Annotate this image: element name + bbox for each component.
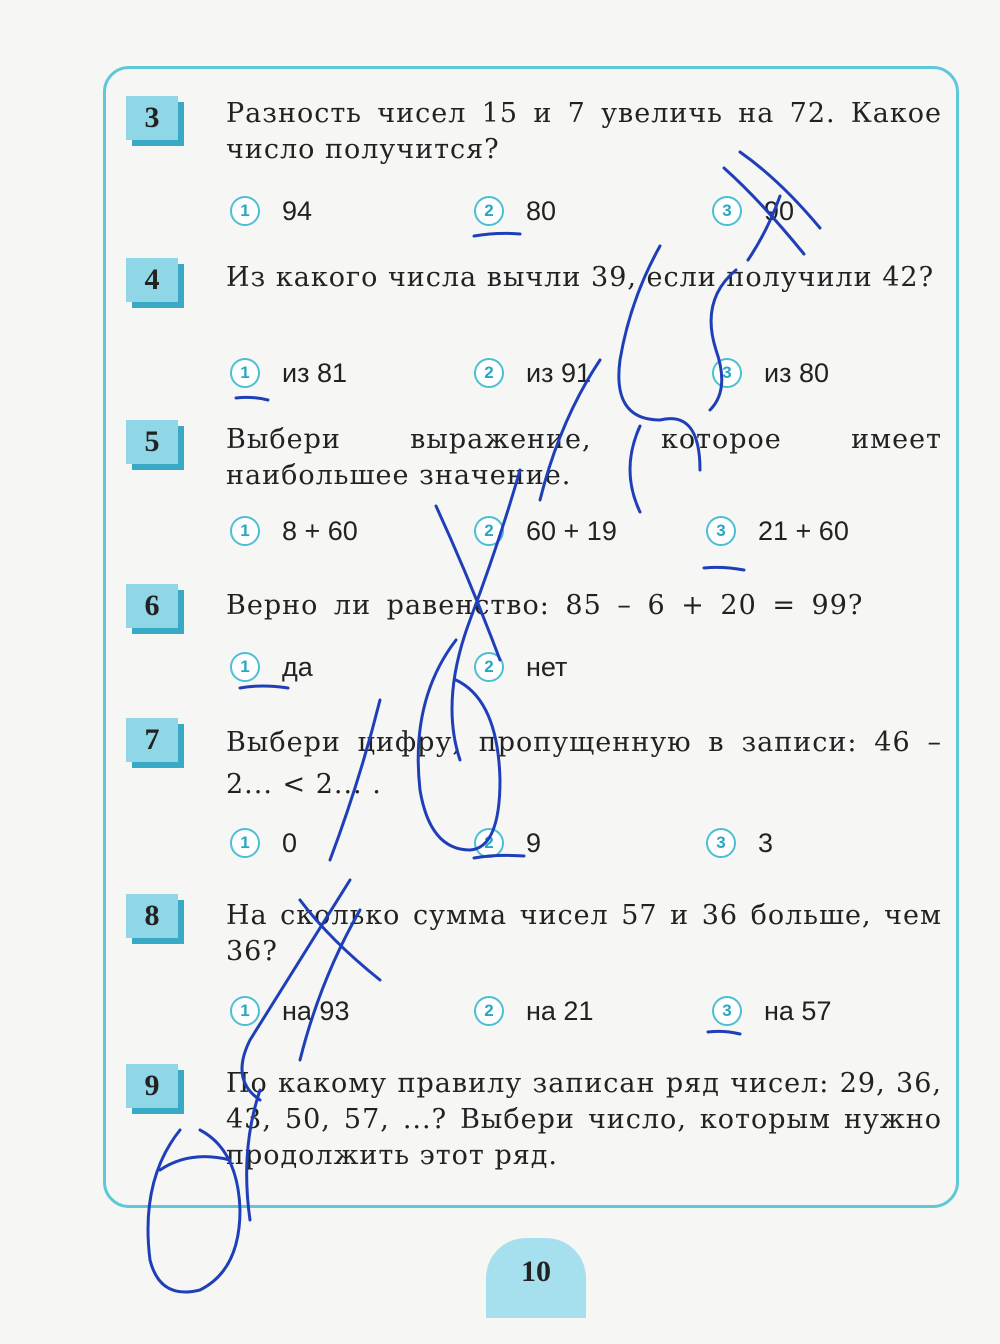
question-number: 8 <box>126 894 178 938</box>
option-text: из 81 <box>282 357 347 388</box>
option-number-icon: 1 <box>230 358 260 388</box>
option-number-icon: 3 <box>712 996 742 1026</box>
question-number: 5 <box>126 420 178 464</box>
question-text: Разность чисел 15 и 7 увеличь на 72. Какое число получится? <box>226 98 942 165</box>
option-number-icon: 2 <box>474 828 504 858</box>
question-text: Выбери цифру, пропущенную в записи: 46 – 2... < 2... . <box>226 727 942 800</box>
answer-option[interactable] <box>706 512 849 550</box>
question-number: 7 <box>126 718 178 762</box>
page-number: 10 <box>486 1238 586 1318</box>
question-text: По какому правилу записан ряд чисел: 29, 36, 43, 50, 57, ...? Выбери число, которым нужно продолжить этот ряд. <box>226 1068 942 1171</box>
option-number-icon: 1 <box>230 652 260 682</box>
option-text: на 93 <box>282 995 350 1026</box>
answer-option[interactable] <box>230 512 358 550</box>
question-text: Выбери выражение, которое имеет наибольшее значение. <box>226 424 942 491</box>
answer-option[interactable] <box>474 192 556 230</box>
answer-option[interactable] <box>474 512 617 550</box>
answer-option[interactable] <box>230 648 313 686</box>
option-text: 0 <box>282 827 298 858</box>
option-text: на 57 <box>764 995 832 1026</box>
option-text: нет <box>526 651 568 682</box>
option-text: 94 <box>282 195 313 226</box>
answer-option[interactable] <box>712 354 829 392</box>
answer-option[interactable] <box>712 192 794 230</box>
answer-option[interactable] <box>230 354 347 392</box>
question-number: 3 <box>126 96 178 140</box>
answer-option[interactable] <box>474 648 567 686</box>
question-text: На сколько сумма чисел 57 и 36 больше, чем 36? <box>226 900 942 967</box>
option-text: 60 + 19 <box>526 515 617 546</box>
option-number-icon: 1 <box>230 828 260 858</box>
option-number-icon: 2 <box>474 516 504 546</box>
option-text: 80 <box>526 195 557 226</box>
answer-option[interactable] <box>230 824 297 862</box>
option-text: 90 <box>764 195 795 226</box>
answer-option[interactable] <box>706 824 773 862</box>
answer-option[interactable] <box>474 992 593 1030</box>
option-text: 3 <box>758 827 774 858</box>
question-text: Из какого числа вычли 39, если получили 42? <box>226 262 935 293</box>
option-text: из 91 <box>526 357 591 388</box>
option-number-icon: 2 <box>474 358 504 388</box>
question-number: 9 <box>126 1064 178 1108</box>
option-text: 9 <box>526 827 542 858</box>
option-text: на 21 <box>526 995 594 1026</box>
option-number-icon: 3 <box>706 828 736 858</box>
option-text: 8 + 60 <box>282 515 358 546</box>
option-number-icon: 3 <box>706 516 736 546</box>
option-number-icon: 3 <box>712 358 742 388</box>
content-frame <box>103 66 959 1208</box>
question-number: 6 <box>126 584 178 628</box>
option-number-icon: 3 <box>712 196 742 226</box>
answer-option[interactable] <box>230 192 312 230</box>
option-text: из 80 <box>764 357 829 388</box>
option-number-icon: 1 <box>230 516 260 546</box>
option-number-icon: 2 <box>474 652 504 682</box>
option-number-icon: 2 <box>474 996 504 1026</box>
answer-option[interactable] <box>230 992 349 1030</box>
option-text: 21 + 60 <box>758 515 849 546</box>
answer-option[interactable] <box>474 824 541 862</box>
question-number: 4 <box>126 258 178 302</box>
answer-option[interactable] <box>474 354 591 392</box>
option-number-icon: 1 <box>230 196 260 226</box>
question-text: Верно ли равенство: 85 – 6 + 20 = 99? <box>226 590 864 621</box>
option-text: да <box>282 651 313 682</box>
option-number-icon: 1 <box>230 996 260 1026</box>
option-number-icon: 2 <box>474 196 504 226</box>
answer-option[interactable] <box>712 992 831 1030</box>
